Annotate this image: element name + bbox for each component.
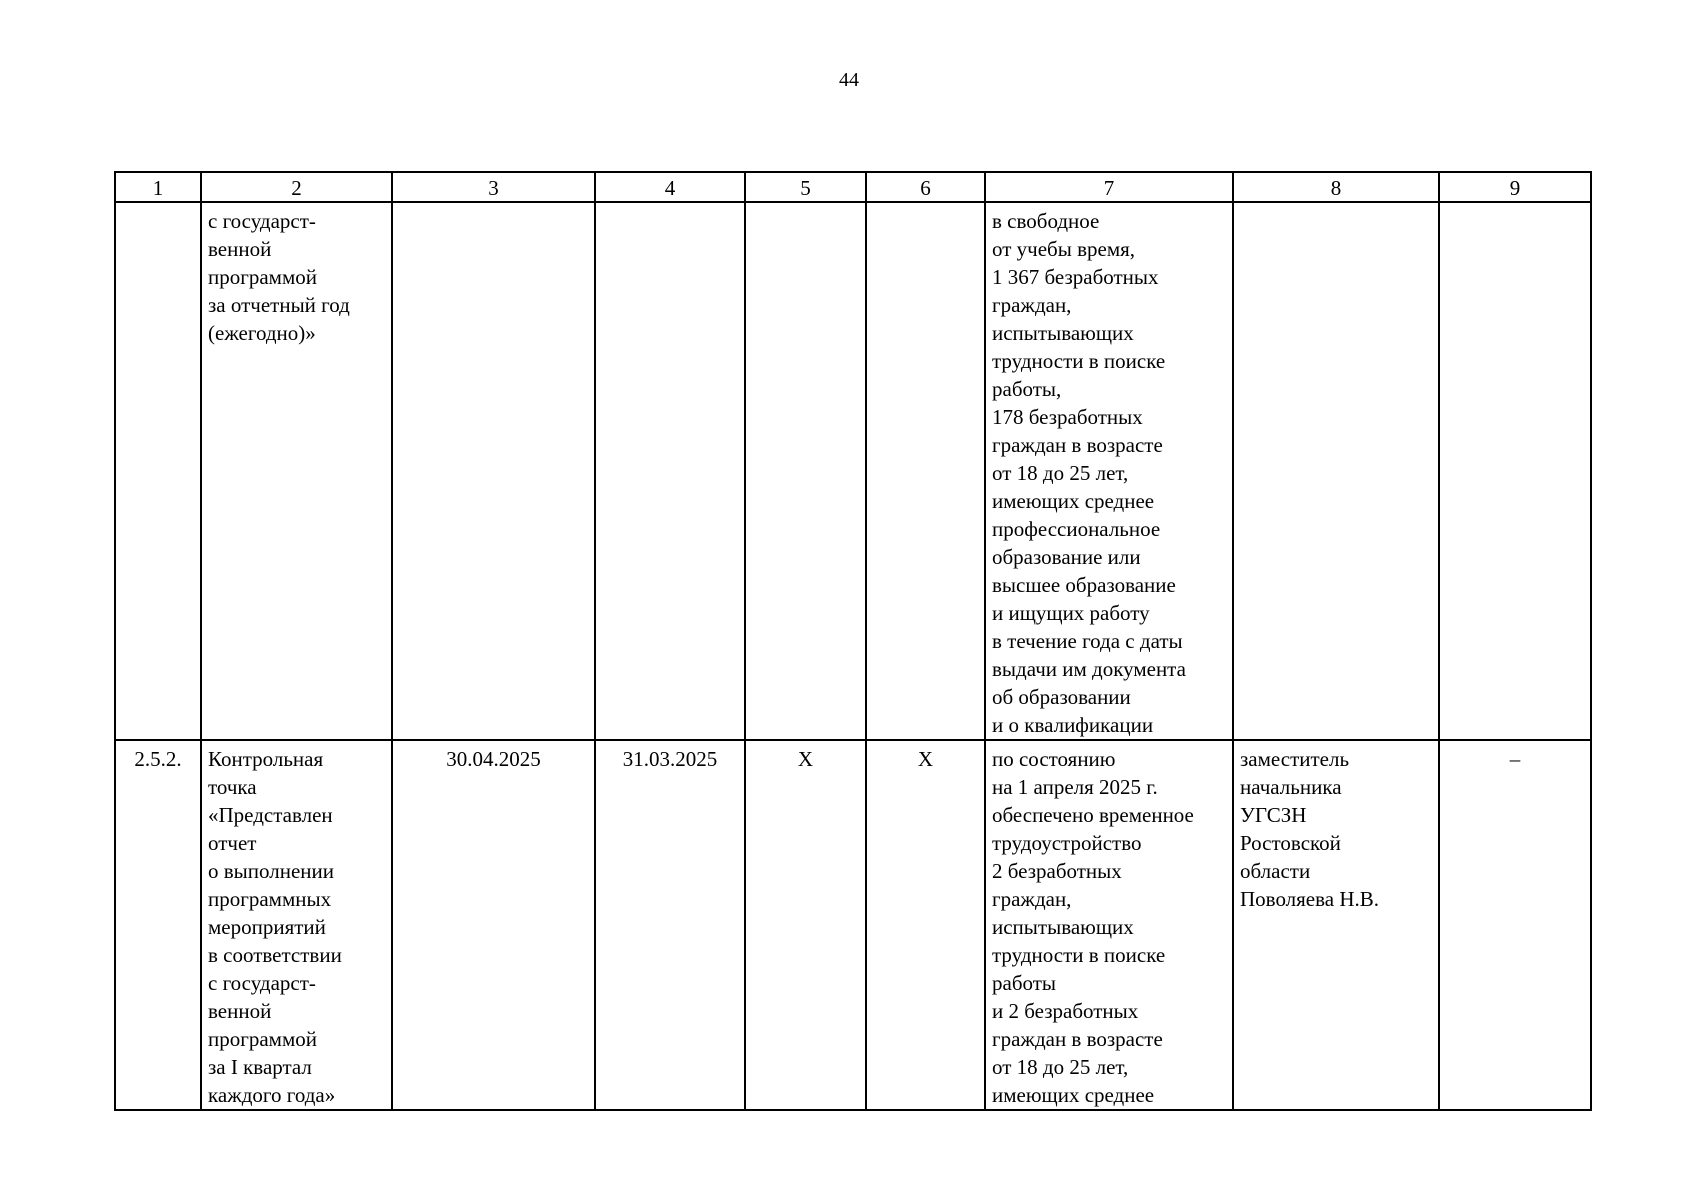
column-header: 4 bbox=[595, 172, 745, 202]
table-row bbox=[115, 202, 1591, 740]
column-header: 3 bbox=[392, 172, 595, 202]
cell-actual-date: 31.03.2025 bbox=[595, 740, 745, 1110]
cell-planned-date bbox=[392, 202, 595, 740]
cell-responsible: заместитель начальника УГСЗН Ростовской области Поволяева Н.В. bbox=[1233, 740, 1439, 1110]
cell-planned-date: 30.04.2025 bbox=[392, 740, 595, 1110]
cell-notes: – bbox=[1439, 740, 1591, 1110]
cell-number bbox=[115, 202, 201, 740]
cell-col6 bbox=[866, 202, 985, 740]
table-row bbox=[115, 740, 1591, 1110]
cell-result: по состоянию на 1 апреля 2025 г. обеспечено временное трудоустройство 2 безработных граждан, испытывающих трудности в поиске работы и 2 безработных граждан в возрасте от 18 до 25 лет, имеющих среднее bbox=[985, 740, 1233, 1110]
plan-table bbox=[114, 171, 1592, 1111]
column-header: 9 bbox=[1439, 172, 1591, 202]
cell-col5 bbox=[745, 202, 866, 740]
cell-responsible bbox=[1233, 202, 1439, 740]
column-header: 6 bbox=[866, 172, 985, 202]
table-header-row bbox=[115, 172, 1591, 202]
cell-actual-date bbox=[595, 202, 745, 740]
cell-col6: Х bbox=[866, 740, 985, 1110]
cell-col5: Х bbox=[745, 740, 866, 1110]
cell-number: 2.5.2. bbox=[115, 740, 201, 1110]
cell-notes bbox=[1439, 202, 1591, 740]
cell-event-name: с государст- венной программой за отчетный год (ежегодно)» bbox=[201, 202, 392, 740]
page-number: 44 bbox=[839, 69, 859, 91]
column-header: 2 bbox=[201, 172, 392, 202]
cell-result: в свободное от учебы время, 1 367 безработных граждан, испытывающих трудности в поиске работы, 178 безработных граждан в возрасте от 18 до 25 лет, имеющих среднее профессиональное образование или высшее образование и ищущих работу в течение года с даты выдачи им документа об образовании и о квалификации bbox=[985, 202, 1233, 740]
column-header: 1 bbox=[115, 172, 201, 202]
cell-event-name: Контрольная точка «Представлен отчет о выполнении программных мероприятий в соответствии с государст- венной программой за I квартал каждого года» bbox=[201, 740, 392, 1110]
column-header: 8 bbox=[1233, 172, 1439, 202]
column-header: 5 bbox=[745, 172, 866, 202]
column-header: 7 bbox=[985, 172, 1233, 202]
